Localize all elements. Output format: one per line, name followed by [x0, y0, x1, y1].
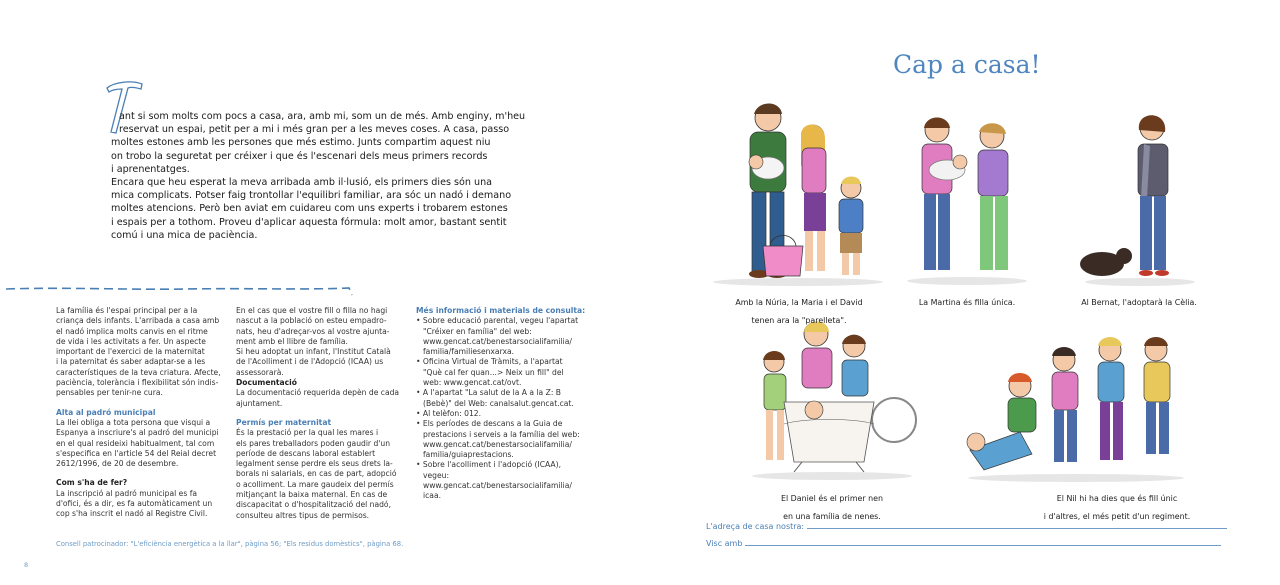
how-paragraph — [56, 489, 226, 520]
text-line: important de l'exercici de la maternitat — [56, 347, 205, 357]
column-family — [56, 306, 226, 520]
intro-line: ant si som molts com pocs a casa, ara, amb mi, som un de més. Amb enginy, m'heu — [119, 111, 526, 122]
info-line: (Bebè)" del Web: canalsalut.gencat.cat. — [423, 398, 574, 408]
live-with-line — [745, 544, 1221, 546]
intro-line: on trobo la seguretat per créixer i que és l'escenari dels meus primers records — [111, 150, 488, 162]
text-line: legalment sense perdre els seus drets la- — [236, 459, 393, 469]
family-parelleta-illustration — [708, 96, 888, 286]
celia-illustration — [1080, 106, 1198, 286]
intro-line: moltes atencions. Però ben aviat em cuidareu com uns experts i trobarem estones — [111, 203, 508, 215]
text-line: criança dels infants. L'arribada a casa amb — [56, 316, 220, 326]
text-line: nats, heu d'adreçar-vos al vostre ajunta- — [236, 326, 390, 336]
text-line: de l'Acolliment i de l'Adopció (ICAA) us — [236, 357, 384, 367]
nil-illustration — [960, 320, 1192, 482]
live-with-label: Visc amb — [706, 539, 743, 548]
text-line: característiques de la teva criatura. Afecte, — [56, 367, 221, 377]
caption-line: en una família de nenes. — [783, 512, 881, 522]
text-line: s'especifica en l'article 54 del Reial decret — [56, 448, 217, 458]
info-line: • Els períodes de descans a la Guia de — [416, 419, 563, 429]
text-line: període de descans laboral establert — [236, 448, 376, 458]
page-number: 8 — [24, 561, 29, 569]
info-line: familia/familiesenxarxa. — [423, 347, 515, 357]
text-line: La documentació requerida depèn de cada — [236, 388, 400, 398]
text-line: consulteu altres tipus de permisos. — [236, 510, 370, 520]
intro-line: i aprenentatges. — [111, 163, 190, 175]
text-line: ajuntament. — [236, 398, 283, 408]
text-line: paciència, tolerància i flexibilitat són indis- — [56, 378, 219, 388]
padro-paragraph — [56, 418, 226, 469]
text-line: En el cas que el vostre fill o filla no hagi — [236, 306, 388, 315]
documentation-paragraph — [236, 388, 406, 409]
info-line: • Al telèfon: 012. — [416, 408, 482, 418]
dashed-divider — [6, 282, 356, 296]
caption-line: La Martina és filla única. — [918, 297, 1016, 307]
info-line: • A l'apartat "La salut de la A a la Z: B — [416, 388, 562, 398]
footnote: Consell patrocinador: "L'eficiència energètica a la llar", pàgina 56; "Els residus domèstics", pàgina 68. — [56, 540, 404, 548]
right-page — [640, 0, 1280, 585]
column-more-info — [416, 306, 586, 502]
text-line: És la prestació per la qual les mares i — [236, 428, 379, 438]
text-line: nascut a la població on esteu empadro- — [236, 316, 387, 326]
text-line: 2612/1996, de 20 de desembre. — [56, 459, 179, 469]
text-line: Si heu adoptat un infant, l'Institut Català — [236, 347, 391, 357]
intro-line: i espais per a tothom. Proveu d'aplicar aquesta fórmula: molt amor, bastant sentit — [111, 216, 507, 228]
info-line: www.gencat.cat/benestarsocialifamilia/ — [423, 336, 572, 346]
caption-line: El Nil hi ha dies que és fill únic — [1056, 493, 1178, 503]
text-line: La inscripció al padró municipal es fa — [56, 488, 198, 498]
caption-line: Al Bernat, l'adoptarà la Cèlia. — [1081, 297, 1197, 307]
text-line: mitjançant la baixa maternal. En cas de — [236, 490, 388, 500]
info-line: icaa. — [423, 491, 442, 501]
heading-how: Com s'ha de fer? — [56, 478, 128, 488]
text-line: assessorarà. — [236, 367, 284, 377]
heading-more-info: Més informació i materials de consulta: — [416, 306, 586, 315]
caption-parelleta — [714, 290, 884, 335]
intro-line: comú i una mica de paciència. — [111, 229, 258, 241]
info-line: www.gencat.cat/benestarsocialifamilia/ — [423, 481, 572, 491]
text-line: La família és l'espai principal per a la — [56, 306, 198, 315]
text-line: borals ni salarials, en cas de part, adopció — [236, 469, 397, 479]
text-line: de vida i les activitats a fer. Un aspecte — [56, 336, 206, 346]
text-line: ment amb el llibre de família. — [236, 336, 348, 346]
caption-line: El Daniel és el primer nen — [781, 493, 883, 503]
text-line: en el qual resideixi habitualment, tal com — [56, 438, 215, 448]
info-line: • Sobre l'acolliment i l'adopció (ICAA), — [416, 460, 561, 470]
info-line: web: www.gencat.cat/ovt. — [423, 378, 522, 388]
info-line: "Créixer en família" del web: — [423, 326, 532, 336]
adoption-paragraph — [236, 306, 406, 378]
heading-documentation: Documentació — [236, 378, 297, 388]
text-line: o acolliment. La mare gaudeix del permís — [236, 479, 394, 489]
live-with-field[interactable] — [706, 539, 1221, 548]
address-line — [807, 527, 1227, 529]
address-field[interactable] — [706, 522, 1227, 531]
info-line: • Sobre educació parental, vegeu l'apartat — [416, 316, 579, 326]
heading-padro: Alta al padró municipal — [56, 407, 156, 417]
caption-line: Amb la Núria, la Maria i el David — [735, 297, 863, 307]
address-label: L'adreça de casa nostra: — [706, 522, 805, 531]
text-line: els pares treballadors poden gaudir d'un — [236, 438, 391, 448]
intro-text — [111, 110, 531, 242]
daniel-illustration — [744, 312, 920, 480]
info-line: "Què cal fer quan...> Neix un fill" del — [423, 367, 564, 377]
maternity-paragraph — [236, 428, 406, 521]
info-line: prestacions i serveis a la família del web: — [423, 429, 580, 439]
caption-martina — [902, 290, 1032, 316]
info-line: familia/guiaprestacions. — [423, 450, 514, 460]
column-documents — [236, 306, 406, 521]
intro-line: moltes estones amb les persones que més estimo. Junts compartim aquest niu — [111, 137, 491, 149]
intro-line: mica complicats. Potser faig trontollar l'equilibri familiar, ara sóc un nadó i demano — [111, 190, 512, 202]
page-title: Cap a casa! — [893, 50, 1041, 79]
heading-maternity-leave: Permís per maternitat — [236, 417, 332, 427]
family-paragraph — [56, 306, 226, 399]
intro-line: Encara que heu esperat la meva arribada amb il·lusió, els primers dies són una — [111, 177, 493, 189]
caption-line: i d'altres, el més petit d'un regiment. — [1043, 512, 1191, 522]
caption-celia — [1064, 290, 1214, 316]
text-line: d'ofici, és a dir, es fa automàticament un — [56, 499, 213, 509]
caption-line: tenen ara la "parelleta". — [751, 316, 847, 326]
text-line: pensables per tenir-ne cura. — [56, 388, 163, 398]
martina-illustration — [902, 110, 1032, 285]
text-line: La llei obliga a tota persona que visqui a — [56, 417, 211, 427]
info-line: www.gencat.cat/benestarsocialifamilia/ — [423, 439, 572, 449]
text-line: cop s'ha inscrit el nadó al Registre Civil. — [56, 509, 208, 519]
text-line: el nadó implica molts canvis en el ritme — [56, 326, 208, 336]
info-line: vegeu: — [423, 470, 450, 480]
text-line: discapacitat o d'hospitalització del nadó, — [236, 500, 391, 510]
intro-line: reservat un espai, petit per a mi i més gran per a les meves coses. A casa, passo — [119, 124, 510, 136]
more-info-list — [416, 316, 586, 501]
info-line: • Oficina Virtual de Tràmits, a l'apartat — [416, 357, 563, 367]
text-line: i la paternitat és saber adaptar-se a les — [56, 357, 206, 367]
text-line: Espanya a inscriure's al padró del municipi — [56, 428, 219, 438]
